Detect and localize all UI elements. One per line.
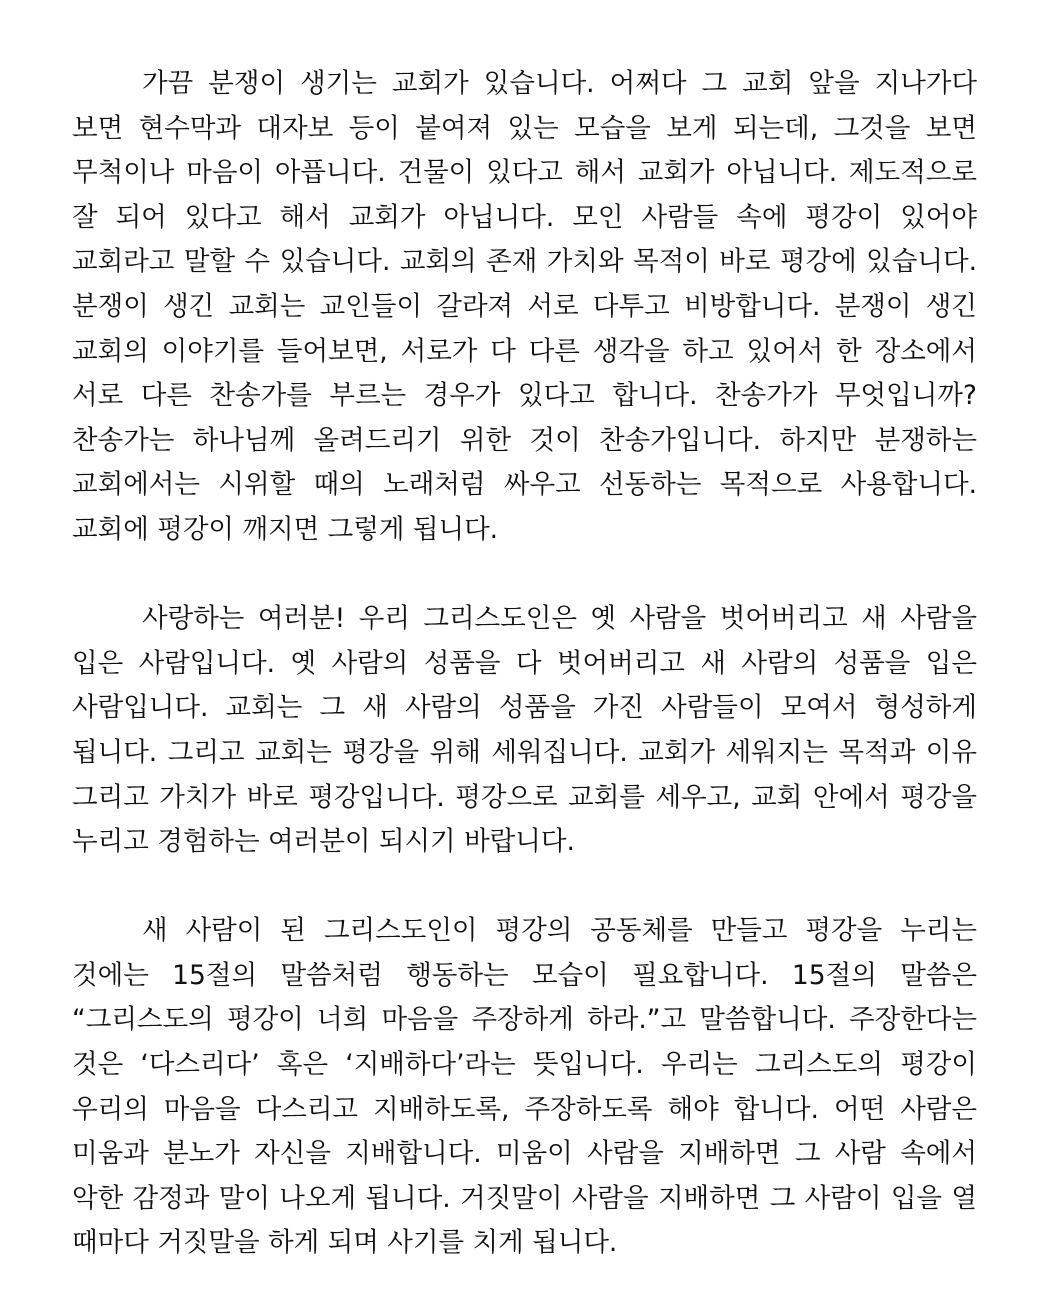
paragraph-1: 가끔 분쟁이 생기는 교회가 있습니다. 어쩌다 그 교회 앞을 지나가다 보면 현수막과 대자보 등이 붙여져 있는 모습을 보게 되는데, 그것을 보면 무척이나 마음이 아픕니다. 건물이 있다고 해서 교회가 아닙니다. 제도적으로 잘 되어 있다고 해서 교회가 아닙니다. 모인 사람들 속에 평강이 있어야 교회라고 말할 수 있습니다. 교회의 존재 가치와 목적이 바로 평강에 있습니다. 분쟁이 생긴 교회는 교인들이 갈라져 서로 다투고 비방합니다. 분쟁이 생긴 교회의 이야기를 들어보면, 서로가 다 다른 생각을 하고 있어서 한 장소에서 서로 다른 찬송가를 부르는 경우가 있다고 합니다. 찬송가가 무엇입니까? 찬송가는 하나님께 올려드리기 위한 것이 찬송가입니다. 하지만 분쟁하는 교회에서는 시위할 때의 노래처럼 싸우고 선동하는 목적으로 사용합니다. 교회에 평강이 깨지면 그렇게 됩니다. bbox=[72, 68, 977, 545]
document-body bbox=[72, 62, 977, 1266]
paragraph-3: 새 사람이 된 그리스도인이 평강의 공동체를 만들고 평강을 누리는 것에는 15절의 말씀처럼 행동하는 모습이 필요합니다. 15절의 말씀은 “그리스도의 평강이 너희 마음을 주장하게 하라.”고 말씀합니다. 주장한다는 것은 ‘다스리다’ 혹은 ‘지배하다’라는 뜻입니다. 우리는 그리스도의 평강이 우리의 마음을 다스리고 지배하도록, 주장하도록 해야 합니다. 어떤 사람은 미움과 분노가 자신을 지배합니다. 미움이 사람을 지배하면 그 사람 속에서 악한 감정과 말이 나오게 됩니다. 거짓말이 사람을 지배하면 그 사람이 입을 열 때마다 거짓말을 하게 되며 사기를 치게 됩니다. bbox=[72, 915, 977, 1259]
paragraph-2: 사랑하는 여러분! 우리 그리스도인은 옛 사람을 벗어버리고 새 사람을 입은 사람입니다. 옛 사람의 성품을 다 벗어버리고 새 사람의 성품을 입은 사람입니다. 교회는 그 새 사람의 성품을 가진 사람들이 모여서 형성하게 됩니다. 그리고 교회는 평강을 위해 세워집니다. 교회가 세워지는 목적과 이유 그리고 가치가 바로 평강입니다. 평강으로 교회를 세우고, 교회 안에서 평강을 누리고 경험하는 여러분이 되시기 바랍니다. bbox=[72, 603, 977, 858]
